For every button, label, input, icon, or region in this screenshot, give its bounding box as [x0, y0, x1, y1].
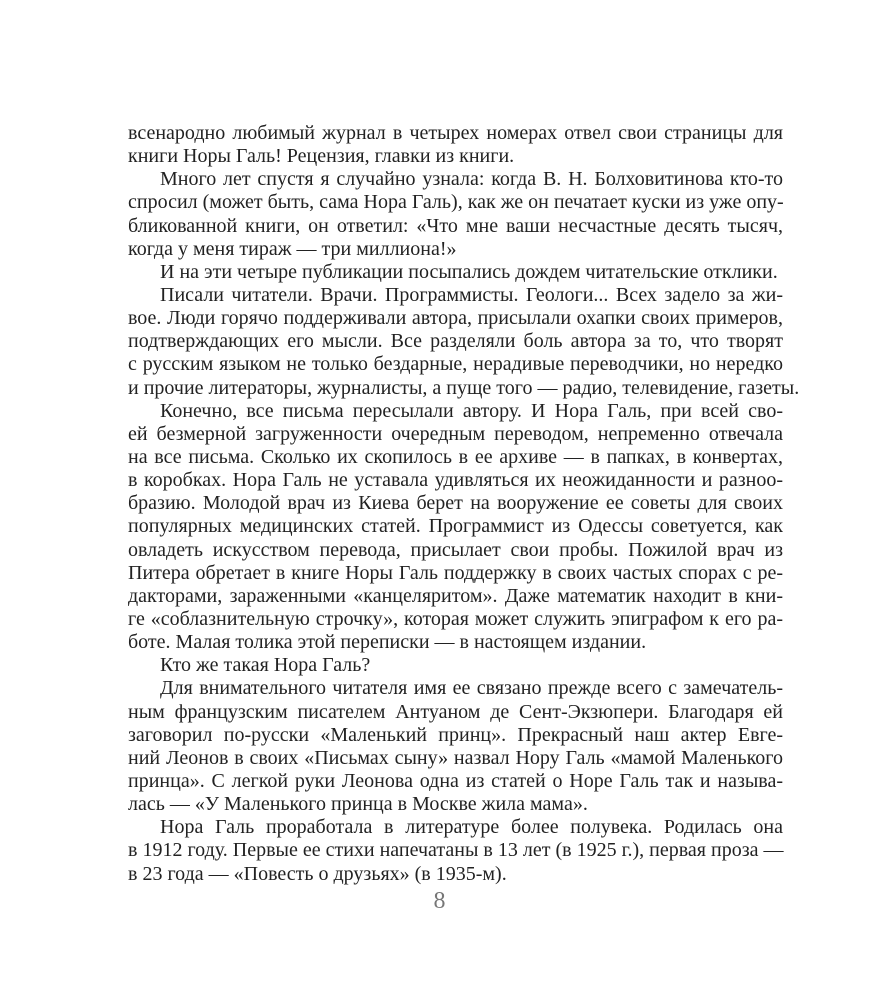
text-line: в коробках. Нора Галь не уставала удивляться их неожиданности и разноо- [128, 469, 783, 492]
text-line: вое. Люди горячо поддерживали автора, присылали охапки своих примеров, [128, 307, 783, 330]
text-line: Много лет спустя я случайно узнала: когда В. Н. Болховитинова кто-то [160, 168, 783, 191]
paragraph [128, 400, 783, 655]
text-line: спросил (может быть, сама Нора Галь), как же он печатает куски из уже опу- [128, 191, 784, 214]
text-line: дакторами, зараженными «канцеляритом». Даже математик находит в кни- [128, 584, 783, 607]
paragraph [128, 654, 783, 677]
text-line: книги Норы Галь! Рецензия, главки из книги. [128, 145, 515, 168]
text-line: заговорил по-русски «Маленький принц». Прекрасный наш актер Евге- [128, 723, 783, 746]
paragraph [128, 677, 783, 816]
paragraph [128, 816, 783, 885]
text-line: на все письма. Сколько их скопилось в ее архиве — в папках, в конвертах, [128, 445, 783, 468]
text-line: овладеть искусством перевода, присылает свои пробы. Пожилой врач из [128, 538, 783, 561]
text-line: в 1912 году. Первые ее стихи напечатаны в 13 лет (в 1925 г.), первая проза — [128, 839, 784, 862]
text-line: Кто же такая Нора Галь? [160, 654, 371, 677]
text-line: популярных медицинских статей. Программист из Одессы советуется, как [128, 515, 783, 538]
text-line: Конечно, все письма пересылали автору. И Нора Галь, при всей сво- [160, 399, 783, 422]
text-line: И на эти четыре публикации посыпались дождем читательские отклики. [160, 260, 778, 283]
text-line: ным французским писателем Антуаном де Сент-Экзюпери. Благодаря ей [128, 700, 783, 723]
text-line: всенародно любимый журнал в четырех номерах отвел свои страницы для [128, 122, 783, 144]
text-line: бразию. Молодой врач из Киева берет на вооружение ее советы для своих [128, 492, 783, 515]
paragraph [128, 261, 783, 284]
text-line: принца». С легкой руки Леонова одна из статей о Норе Галь так и называ- [128, 769, 783, 792]
text-line: боте. Малая толика этой переписки — в настоящем издании. [128, 631, 647, 654]
text-line: Писали читатели. Врачи. Программисты. Геологи... Всех задело за жи- [160, 283, 783, 306]
paragraph [128, 122, 783, 168]
paragraph [128, 168, 783, 261]
text-line: когда у меня тираж — три миллиона!» [128, 237, 457, 260]
text-line: бликованной книги, он ответил: «Что мне ваши несчастные десять тысяч, [128, 214, 783, 237]
text-line: подтверждающих его мысли. Все разделяли боль автора за то, что творят [128, 330, 783, 353]
text-line: Для внимательного читателя имя ее связано прежде всего с замечатель- [160, 677, 783, 700]
text-line: и прочие литераторы, журналисты, а пуще того — радио, телевидение, газеты. [128, 376, 800, 399]
text-line: Нора Галь проработала в литературе более полувека. Родилась она [160, 816, 783, 839]
text-line: с русским языком не только бездарные, нерадивые переводчики, но нередко [128, 353, 783, 376]
text-line: в 23 года — «Повесть о друзьях» (в 1935-м). [128, 862, 507, 885]
text-line: лась — «У Маленького принца в Москве жила мама». [128, 793, 588, 816]
text-line: ей безмерной загруженности очередным переводом, непременно отвечала [128, 422, 783, 445]
paragraph [128, 283, 800, 400]
page-body-text [128, 122, 800, 886]
text-line: Питера обретает в книге Норы Галь поддержку в своих частых спорах с ре- [128, 561, 783, 584]
page-number: 8 [433, 888, 446, 914]
text-line: ге «соблазнительную строчку», которая может служить эпиграфом к его ра- [128, 607, 783, 630]
text-line: ний Леонов в своих «Письмах сыну» назвал Нору Галь «мамой Маленького [128, 746, 783, 769]
